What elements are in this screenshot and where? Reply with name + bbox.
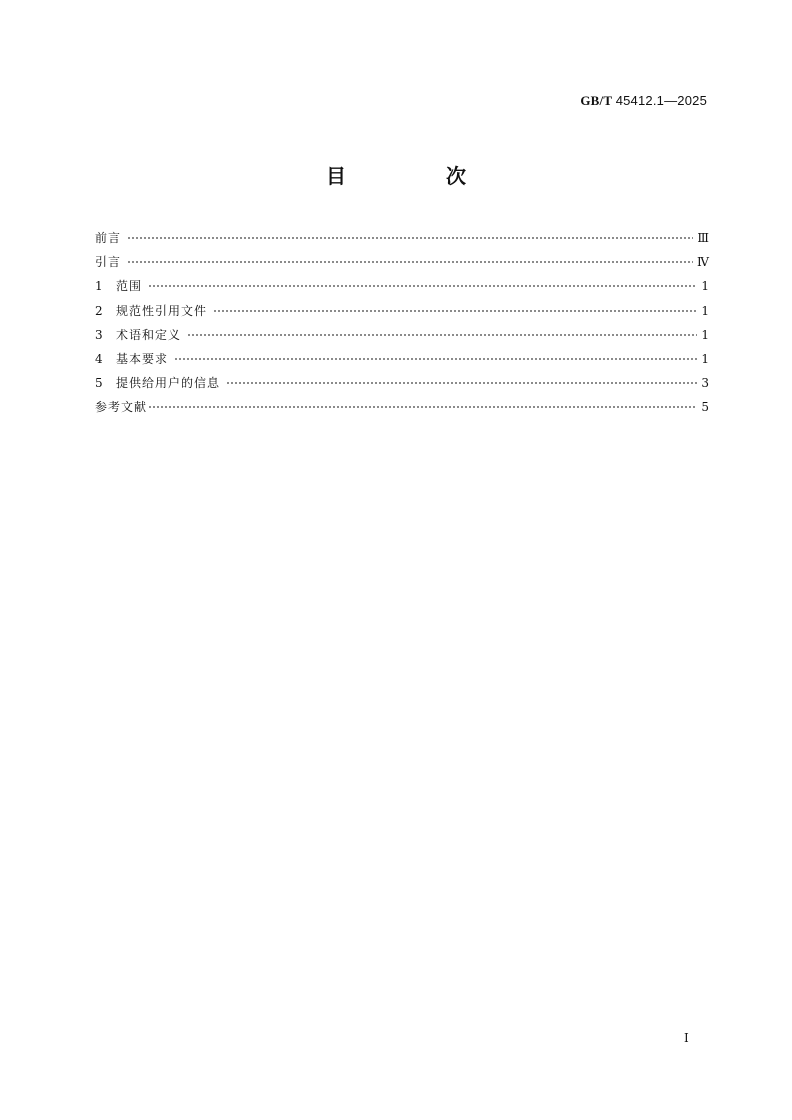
toc-entry-label: 范围 — [116, 279, 143, 294]
standard-code: 45412.1—2025 — [615, 93, 707, 108]
toc-entry-number: 4 — [95, 351, 103, 366]
toc-entry-page: 1 — [701, 351, 709, 366]
toc-entry-page: Ⅲ — [697, 231, 709, 245]
table-of-contents — [95, 226, 709, 420]
toc-entry-label: 规范性引用文件 — [116, 303, 208, 318]
toc-entry-label: 基本要求 — [116, 351, 169, 366]
dot-leader — [226, 382, 697, 384]
toc-entry-label: 前言 — [95, 231, 122, 245]
toc-entry-number: 1 — [95, 279, 103, 294]
toc-entry-page: 1 — [701, 327, 709, 342]
toc-entry-introduction[interactable] — [95, 250, 709, 274]
toc-entry-page: 1 — [701, 303, 709, 318]
toc-entry-label: 参考文献 — [95, 400, 148, 415]
standard-number — [580, 93, 707, 109]
toc-entry-basic-requirements[interactable] — [95, 347, 709, 371]
dot-leader — [148, 406, 697, 408]
toc-entry-bibliography[interactable] — [95, 395, 709, 419]
toc-entry-foreword[interactable] — [95, 226, 709, 250]
toc-entry-number: 2 — [95, 303, 103, 318]
toc-entry-page: 5 — [701, 400, 709, 415]
dot-leader — [127, 237, 693, 239]
page-folio: Ⅰ — [684, 1031, 689, 1045]
toc-entry-normative-references[interactable] — [95, 299, 709, 323]
dot-leader — [174, 358, 697, 360]
toc-entry-label: 引言 — [95, 255, 122, 270]
toc-entry-user-information[interactable] — [95, 371, 709, 395]
dot-leader — [213, 310, 697, 312]
toc-entry-label: 术语和定义 — [116, 327, 182, 342]
toc-entry-page: 1 — [701, 279, 709, 294]
toc-entry-number: 3 — [95, 327, 103, 342]
toc-entry-number: 5 — [95, 376, 103, 391]
dot-leader — [187, 334, 697, 336]
toc-entry-scope[interactable] — [95, 274, 709, 298]
dot-leader — [127, 261, 693, 263]
toc-entry-page: 3 — [701, 376, 709, 391]
toc-entry-label: 提供给用户的信息 — [116, 376, 221, 391]
toc-entry-terms-definitions[interactable] — [95, 323, 709, 347]
dot-leader — [148, 285, 697, 287]
page-title: 目 次 — [326, 164, 506, 188]
standard-prefix: GB/T — [580, 93, 613, 108]
toc-entry-page: Ⅳ — [697, 255, 709, 270]
